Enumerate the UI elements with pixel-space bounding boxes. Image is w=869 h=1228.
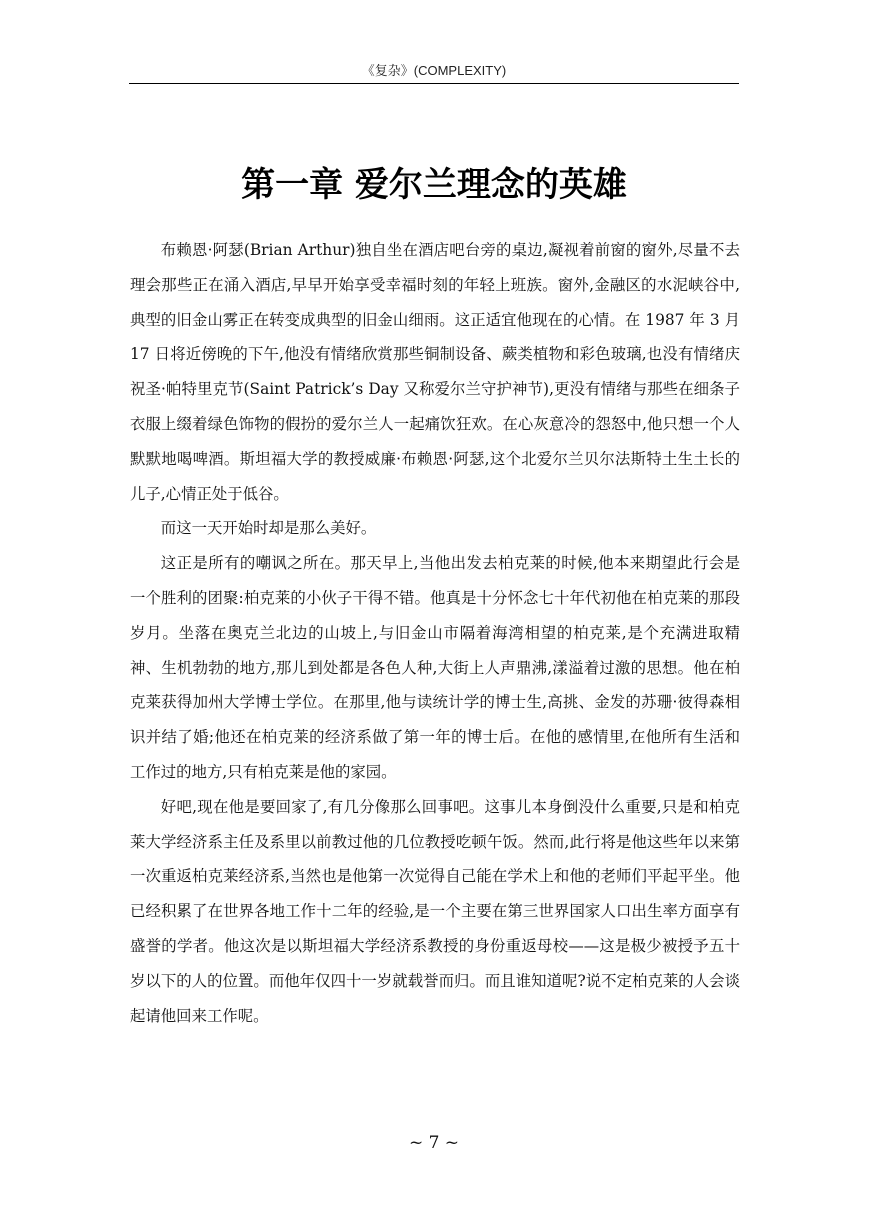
paragraph: 好吧,现在他是要回家了,有几分像那么回事吧。这事儿本身倒没什么重要,只是和柏克莱大学经济系主任及系里以前教过他的几位教授吃顿午饭。然而,此行将是他这些年以来第一次重返柏克莱经济系,当然也是他第一次觉得自己能在学术上和他的老师们平起平坐。他已经积累了在世界各地工作十二年的经验,是一个主要在第三世界国家人口出生率方面享有盛誉的学者。他这次是以斯坦福大学经济系教授的身份重返母校——这是极少被授予五十岁以下的人的位置。而他年仅四十一岁就载誉而归。而且谁知道呢?说不定柏克莱的人会谈起请他回来工作呢。 (130, 797, 740, 1025)
header-divider (129, 83, 739, 84)
page-number: ~ 7 ~ (408, 1133, 460, 1153)
paragraph: 布赖恩·阿瑟(Brian Arthur)独自坐在酒店吧台旁的桌边,凝视着前窗的窗外,尽量不去理会那些正在涌入酒店,早早开始享受幸福时刻的年轻上班族。窗外,金融区的水泥峡谷中,典型的旧金山雾正在转变成典型的旧金山细雨。这正适宜他现在的心情。在 1987 年 3 月 17 日将近傍晚的下午,他没有情绪欣赏那些铜制设备、蕨类植物和彩色玻璃,也没有情绪庆祝圣·帕特里克节(Saint Patrick’s Day 又称爱尔兰守护神节),更没有情绪与那些在细条子衣服上缀着绿色饰物的假扮的爱尔兰人一起痛饮狂欢。在心灰意冷的怨怒中,他只想一个人默默地喝啤酒。斯坦福大学的教授威廉·布赖恩·阿瑟,这个北爱尔兰贝尔法斯特土生土长的儿子,心情正处于低谷。 (130, 241, 740, 503)
paragraph: 这正是所有的嘲讽之所在。那天早上,当他出发去柏克莱的时候,他本来期望此行会是一个胜利的团聚:柏克莱的小伙子干得不错。他真是十分怀念七十年代初他在柏克莱的那段岁月。坐落在奥克兰北边的山坡上,与旧金山市隔着海湾相望的柏克莱,是个充满进取精神、生机勃勃的地方,那儿到处都是各色人种,大街上人声鼎沸,漾溢着过激的思想。他在柏克莱获得加州大学博士学位。在那里,他与读统计学的博士生,高挑、金发的苏珊·彼得森相识并结了婚;他还在柏克莱的经济系做了第一年的博士后。在他的感情里,在他所有生活和工作过的地方,只有柏克莱是他的家园。 (130, 554, 740, 781)
body-text (130, 233, 740, 1033)
chapter-title: 第一章 爱尔兰理念的英雄 (241, 165, 627, 205)
running-header: 《复杂》(COMPLEXITY) (361, 63, 507, 78)
paragraph: 而这一天开始时却是那么美好。 (160, 519, 377, 538)
